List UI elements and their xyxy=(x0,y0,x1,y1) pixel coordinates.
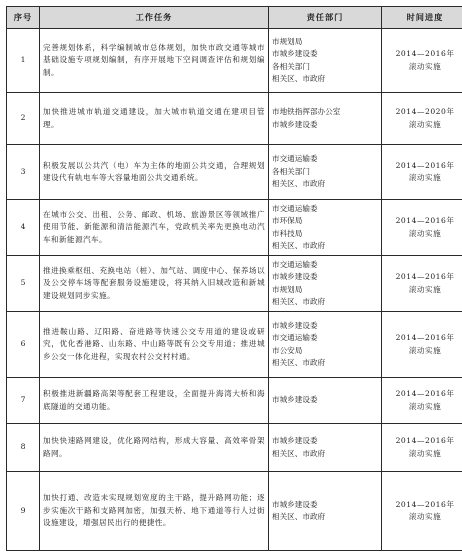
row-number: 9 xyxy=(7,472,40,551)
row-dept: 市城乡建设委 相关区、市政府 xyxy=(269,424,382,472)
row-task: 完善规划体系，科学编制城市总体规划，加快市政交通等城市基础设施专项规划编制，有序开展地下空间调查评估和规划编制。 xyxy=(40,29,269,93)
row-task: 加快打通、改造未实现规划宽度的主干路，提升路网功能；逐步实施次干路和支路网加密，加强天桥、地下通道等行人过街设施建设，增强居民出行的便捷性。 xyxy=(40,472,269,551)
row-number: 4 xyxy=(7,200,40,256)
row-task: 推进换乘枢纽、充换电站（桩）、加气站、调度中心、保养场以及公交停车场等配套服务设施建设，将其纳入旧城改造和新城建设规划同步实施。 xyxy=(40,256,269,312)
row-time: 2014—2016年 滚动实施 xyxy=(382,29,462,93)
row-task: 加快快速路网建设，优化路网结构，形成大容量、高效率骨架路网。 xyxy=(40,424,269,472)
row-task: 积极推进新疆路高架等配套工程建设，全面提升海湾大桥和海底隧道的交通功能。 xyxy=(40,378,269,424)
row-time: 2014—2016年 滚动实施 xyxy=(382,424,462,472)
row-dept: 市规划局 市城乡建设委 各相关部门 相关区、市政府 xyxy=(269,29,382,93)
row-number: 8 xyxy=(7,424,40,472)
table-row xyxy=(7,312,462,378)
table-row xyxy=(7,200,462,256)
row-number: 2 xyxy=(7,93,40,145)
row-time: 2014—2016年 滚动实施 xyxy=(382,200,462,256)
row-time: 2014—2016年 滚动实施 xyxy=(382,378,462,424)
table-row xyxy=(7,472,462,551)
row-time: 2014—2016年 滚动实施 xyxy=(382,312,462,378)
table-row xyxy=(7,145,462,200)
row-dept: 市交通运输委 市环保局 市科技局 相关区、市政府 xyxy=(269,200,382,256)
row-number: 6 xyxy=(7,312,40,378)
table-header-row xyxy=(7,7,462,29)
row-time: 2014—2016年 滚动实施 xyxy=(382,472,462,551)
row-dept: 市交通运输委 市城乡建设委 市规划局 相关区、市政府 xyxy=(269,256,382,312)
row-dept: 市交通运输委 各相关部门 相关区、市政府 xyxy=(269,145,382,200)
header-no: 序号 xyxy=(7,7,40,29)
row-time: 2014—2020年 滚动实施 xyxy=(382,93,462,145)
table-row xyxy=(7,256,462,312)
table-row xyxy=(7,93,462,145)
row-task: 在城市公交、出租、公务、邮政、机场、旅游景区等领域推广使用节能、新能源和清洁能源汽车，党政机关率先更换电动汽车和新能源汽车。 xyxy=(40,200,269,256)
row-dept: 市地铁指挥部办公室 市城乡建设委 xyxy=(269,93,382,145)
row-task: 加快推进城市轨道交通建设，加大城市轨道交通在建项目管理。 xyxy=(40,93,269,145)
row-time: 2014—2016年 滚动实施 xyxy=(382,145,462,200)
header-dept: 责任部门 xyxy=(269,7,382,29)
table-row xyxy=(7,424,462,472)
row-task: 推进鞍山路、辽阳路、奋进路等快速公交专用道的建设或研究，优化香港路、山东路、中山路等既有公交专用道；推进城乡公交一体化进程，实现农村公交村村通。 xyxy=(40,312,269,378)
row-dept: 市城乡建设委 市交通运输委 市公安局 相关区、市政府 xyxy=(269,312,382,378)
row-dept: 市城乡建设委 相关区、市政府 xyxy=(269,472,382,551)
task-table xyxy=(6,6,462,551)
row-time: 2014—2016年 滚动实施 xyxy=(382,256,462,312)
row-number: 1 xyxy=(7,29,40,93)
row-task: 积极发展以公共汽（电）车为主体的地面公共交通，合理规划建设代有轨电车等大容量地面公共交通系统。 xyxy=(40,145,269,200)
table-row xyxy=(7,29,462,93)
row-number: 3 xyxy=(7,145,40,200)
table-row xyxy=(7,378,462,424)
row-number: 5 xyxy=(7,256,40,312)
header-time: 时间进度 xyxy=(382,7,462,29)
header-task: 工作任务 xyxy=(40,7,269,29)
row-dept: 市城乡建设委 xyxy=(269,378,382,424)
row-number: 7 xyxy=(7,378,40,424)
